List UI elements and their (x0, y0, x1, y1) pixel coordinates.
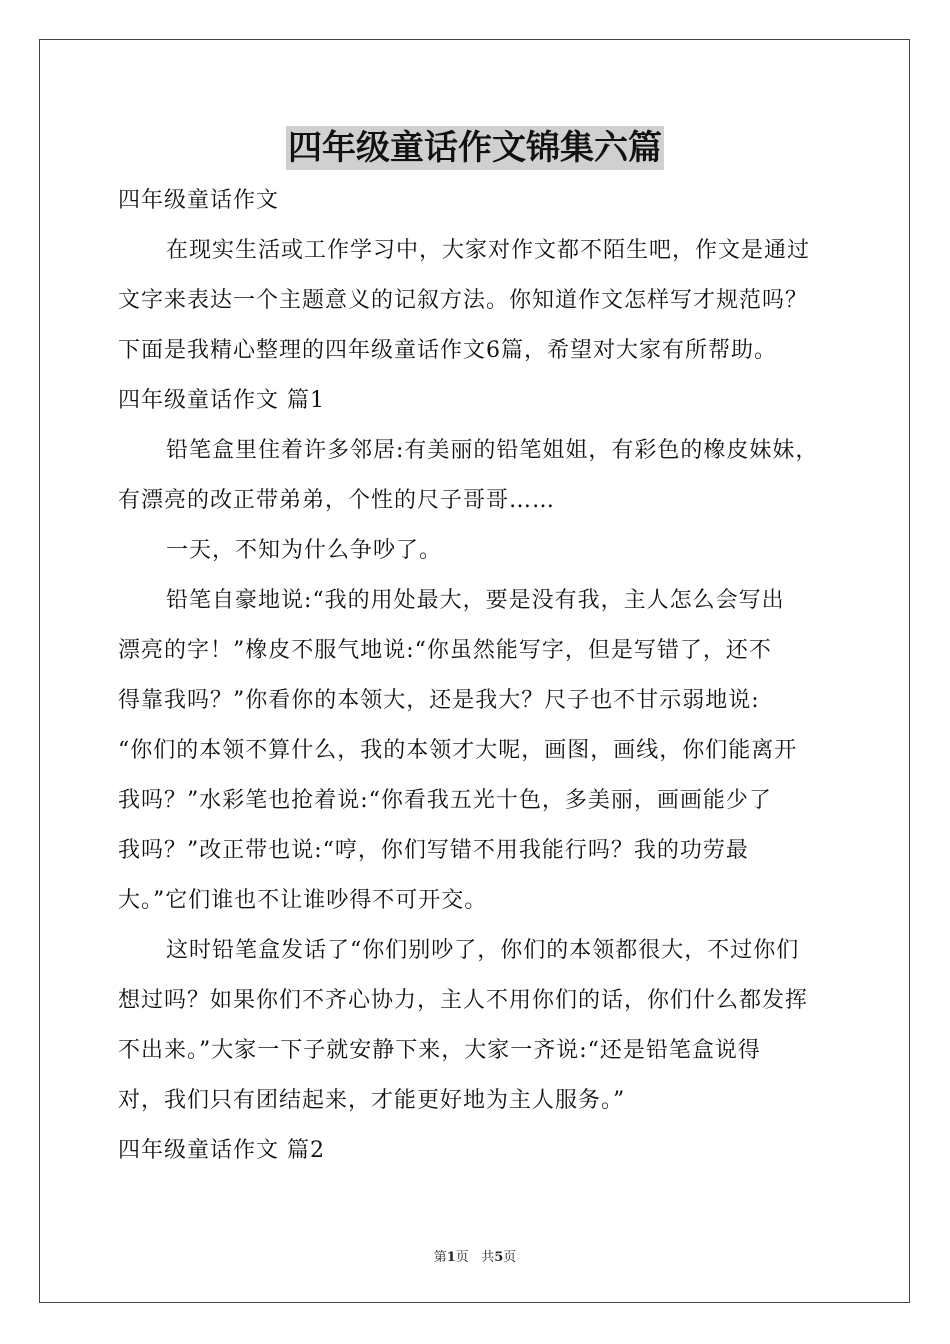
text-line: 我吗？”水彩笔也抢着说:“你看我五光十色，多美丽，画画能少了 (118, 788, 772, 813)
text-line: 我吗？”改正带也说:“哼，你们写错不用我能行吗？我的功劳最 (118, 838, 749, 863)
text-line: 四年级童话作文 篇2 (118, 1138, 325, 1163)
footer-total-prefix: 共 (481, 1250, 495, 1265)
document-title: 四年级童话作文锦集六篇 (288, 128, 662, 168)
footer-page-suffix: 页 (455, 1250, 469, 1265)
text-line: “你们的本领不算什么，我的本领才大呢，画图，画线，你们能离开 (118, 738, 798, 763)
text-line: 四年级童话作文 篇1 (118, 388, 325, 413)
text-line: 不出来。”大家一下子就安静下来，大家一齐说:“还是铅笔盒说得 (118, 1038, 761, 1063)
text-line: 得靠我吗？”你看你的本领大，还是我大？尺子也不甘示弱地说: (118, 688, 760, 713)
footer-page-prefix: 第 (433, 1250, 447, 1265)
text-line: 这时铅笔盒发话了“你们别吵了，你们的本领都很大，不过你们 (166, 938, 800, 963)
text-line: 四年级童话作文 (118, 188, 280, 213)
text-line: 想过吗？如果你们不齐心协力，主人不用你们的话，你们什么都发挥 (118, 988, 809, 1013)
footer-total-suffix: 页 (503, 1250, 517, 1265)
text-line: 大。”它们谁也不让谁吵得不可开交。 (118, 888, 488, 913)
text-line: 一天，不知为什么争吵了。 (166, 538, 443, 563)
text-line: 铅笔盒里住着许多邻居:有美丽的铅笔姐姐，有彩色的橡皮妹妹， (166, 438, 819, 463)
text-line: 在现实生活或工作学习中，大家对作文都不陌生吧，作文是通过 (166, 238, 811, 263)
footer-page-number: 1 (446, 1250, 456, 1265)
title-container (0, 126, 950, 170)
text-line: 有漂亮的改正带弟弟，个性的尺子哥哥…… (118, 488, 556, 513)
text-line: 漂亮的字！”橡皮不服气地说:“你虽然能写字，但是写错了，还不 (118, 638, 772, 663)
text-line: 文字来表达一个主题意义的记叙方法。你知道作文怎样写才规范吗？ (118, 288, 809, 313)
footer-total-number: 5 (494, 1250, 504, 1265)
document-body (118, 176, 834, 1176)
text-line: 铅笔自豪地说:“我的用处最大，要是没有我，主人怎么会写出 (166, 588, 785, 613)
text-line: 对，我们只有团结起来，才能更好地为主人服务。” (118, 1088, 626, 1113)
page-footer (0, 1246, 950, 1265)
text-line: 下面是我精心整理的四年级童话作文6篇，希望对大家有所帮助。 (118, 338, 777, 363)
